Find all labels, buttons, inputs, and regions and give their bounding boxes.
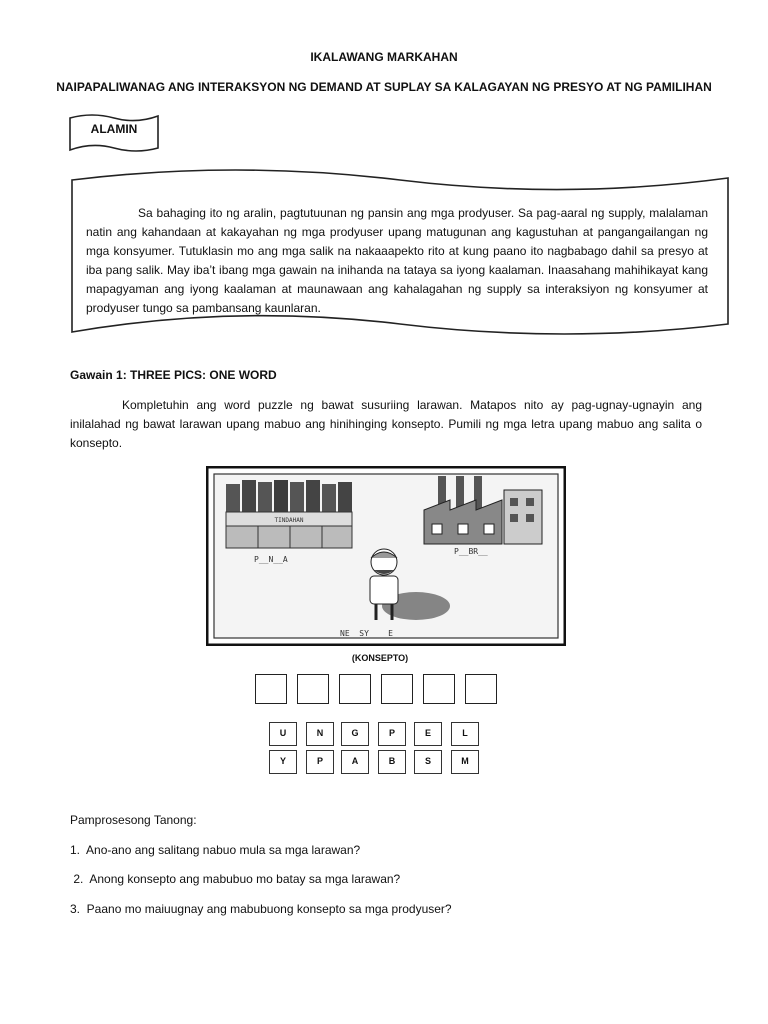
letter-tile[interactable]: S [414,750,442,774]
letter-tile[interactable]: N [306,722,334,746]
lesson-title: NAIPAPALIWANAG ANG INTERAKSYON NG DEMAND AT SUPLAY SA KALAGAYAN NG PRESYO AT NG PAMILIHAN [56,80,712,94]
quarter-heading: IKALAWANG MARKAHAN [310,50,458,64]
answer-box[interactable] [423,674,455,704]
clue-market: P__N__A [254,555,288,564]
answer-box[interactable] [465,674,497,704]
three-pics-illustration [206,466,566,646]
answer-box[interactable] [255,674,287,704]
question-item: 2. Anong konsepto ang mabubuo mo batay sa mga larawan? [70,872,401,886]
question-item: 3. Paano mo maiuugnay ang mabubuong konsepto sa mga prodyuser? [70,902,452,916]
letter-tile[interactable]: P [306,750,334,774]
letter-tile[interactable]: A [341,750,369,774]
concept-label: (KONSEPTO) [351,653,409,663]
letter-tile[interactable]: B [378,750,406,774]
letter-tile[interactable]: E [414,722,442,746]
alamin-label: ALAMIN [90,122,138,136]
question-item: 1. Ano-ano ang salitang nabuo mula sa mga larawan? [70,843,361,857]
gawain-instructions: Kompletuhin ang word puzzle ng bawat susuriing larawan. Matapos nito ay pag-ugnay-ugnayin ang inilalahad ng bawat larawan upang mabuo ang hinihinging konsepto. Pumili ng mga letra upang mabuo ang salita o konsepto. [70,398,702,450]
clue-person: NE__SY____E [340,629,393,638]
letter-tile[interactable]: L [451,722,479,746]
market-sign: TINDAHAN [274,517,304,524]
letter-tile[interactable]: G [341,722,369,746]
letter-tile[interactable]: P [378,722,406,746]
answer-box[interactable] [381,674,413,704]
gawain-title: Gawain 1: THREE PICS: ONE WORD [70,368,277,382]
questions-heading: Pamprosesong Tanong: [70,813,197,827]
answer-box[interactable] [297,674,329,704]
letter-tile[interactable]: M [451,750,479,774]
clue-factory: P__BR__ [454,547,488,556]
letter-tile[interactable]: Y [269,750,297,774]
answer-box[interactable] [339,674,371,704]
letter-tile[interactable]: U [269,722,297,746]
alamin-paragraph: Sa bahaging ito ng aralin, pagtutuunan ng pansin ang mga prodyuser. Sa pag-aaral ng supply, malalaman natin ang kahandaan at kakayahan ng mga prodyuser upang matugunan ang kagustuhan at pangangailangan ng mga konsyumer. Tutuklasin mo ang mga salik na nakaaapekto rito at kung paano ito nagbabago dahil sa presyo at iba pang salik. May iba’t ibang mga gawain na inihanda na tataya sa iyong kaalaman. Inaasahang mahihikayat kang mapagyaman ang iyong kaalaman at maunawaan ang kahalagahan ng supply sa interaksiyon ng konsyumer at prodyuser tungo sa pambansang kaunlaran. [86,206,708,315]
